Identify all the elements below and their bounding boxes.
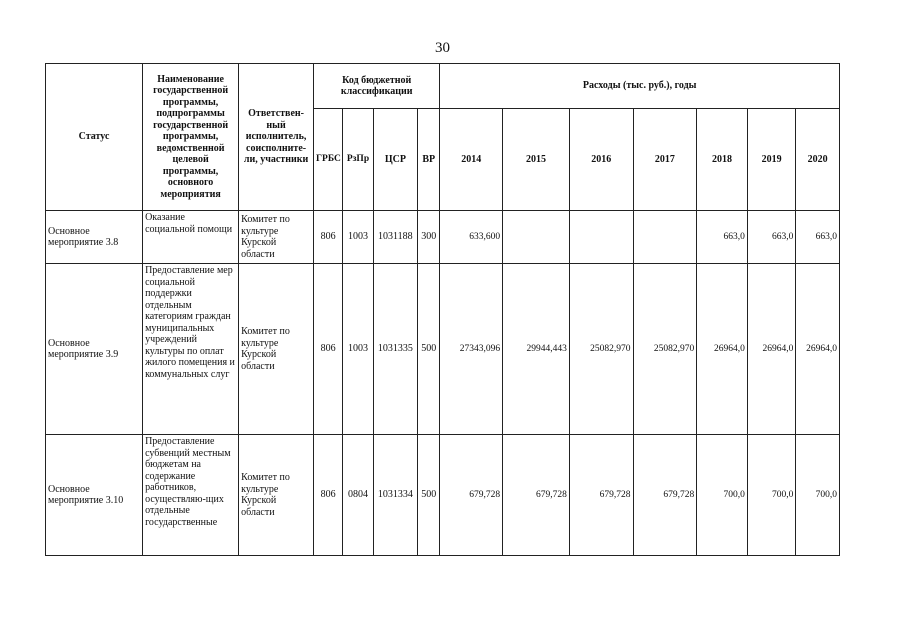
budget-table: [45, 63, 840, 556]
header-row-top: [46, 64, 840, 109]
row-value-2015: 29944,443: [503, 264, 570, 435]
table-row: [46, 264, 840, 435]
row-csr: 1031334: [373, 435, 417, 556]
row-vr: 500: [418, 435, 440, 556]
header-year-2019: 2019: [747, 109, 796, 211]
row-rzpr: 1003: [343, 264, 373, 435]
row-executor: Комитет по культуре Курской области: [239, 211, 314, 264]
row-value-2014: 633,600: [440, 211, 503, 264]
row-value-2020: 663,0: [796, 211, 840, 264]
row-value-2017: [633, 211, 697, 264]
row-name: Предоставление мер социальной поддержки отдельным категориям граждан муниципальных учреждений культуры по оплат жилого помещения и коммунальных слуг: [143, 264, 239, 435]
header-year-2016: 2016: [569, 109, 633, 211]
row-csr: 1031335: [373, 264, 417, 435]
header-year-2014: 2014: [440, 109, 503, 211]
row-grbs: 806: [313, 211, 342, 264]
table-row: [46, 211, 840, 264]
row-value-2018: 700,0: [697, 435, 748, 556]
row-executor: Комитет по культуре Курской области: [239, 264, 314, 435]
row-value-2016: 679,728: [569, 435, 633, 556]
row-value-2020: 26964,0: [796, 264, 840, 435]
row-vr: 300: [418, 211, 440, 264]
header-vr: ВР: [418, 109, 440, 211]
row-value-2018: 663,0: [697, 211, 748, 264]
header-rzpr: РзПр: [343, 109, 373, 211]
row-value-2014: 679,728: [440, 435, 503, 556]
row-name: Предоставление субвенций местным бюджетам на содержание работников, осуществляю-щих отдельные государственные: [143, 435, 239, 556]
row-status: Основное мероприятие 3.9: [46, 264, 143, 435]
row-name: Оказание социальной помощи: [143, 211, 239, 264]
table-row: [46, 435, 840, 556]
header-csr: ЦСР: [373, 109, 417, 211]
row-rzpr: 1003: [343, 211, 373, 264]
header-budget-code: Код бюджетной классификации: [313, 64, 439, 109]
row-vr: 500: [418, 264, 440, 435]
row-value-2019: 700,0: [747, 435, 796, 556]
row-value-2019: 26964,0: [747, 264, 796, 435]
row-value-2015: 679,728: [503, 435, 570, 556]
header-year-2017: 2017: [633, 109, 697, 211]
header-status: Статус: [46, 64, 143, 211]
row-rzpr: 0804: [343, 435, 373, 556]
row-grbs: 806: [313, 435, 342, 556]
row-status: Основное мероприятие 3.8: [46, 211, 143, 264]
row-value-2014: 27343,096: [440, 264, 503, 435]
header-name: Наименование государственной программы, подпрограммы государственной программы, ведомственной целевой программы, основного мероприятия: [143, 64, 239, 211]
row-value-2015: [503, 211, 570, 264]
header-executor: Ответствен-ный исполнитель, соисполните-ли, участники: [239, 64, 314, 211]
row-csr: 1031188: [373, 211, 417, 264]
row-status: Основное мероприятие 3.10: [46, 435, 143, 556]
row-value-2016: [569, 211, 633, 264]
row-value-2020: 700,0: [796, 435, 840, 556]
row-executor: Комитет по культуре Курской области: [239, 435, 314, 556]
header-grbs: ГРБС: [313, 109, 342, 211]
header-year-2015: 2015: [503, 109, 570, 211]
header-expenses: Расходы (тыс. руб.), годы: [440, 64, 840, 109]
header-year-2020: 2020: [796, 109, 840, 211]
row-value-2017: 25082,970: [633, 264, 697, 435]
row-value-2017: 679,728: [633, 435, 697, 556]
row-value-2016: 25082,970: [569, 264, 633, 435]
page-number: 30: [435, 40, 450, 56]
row-value-2018: 26964,0: [697, 264, 748, 435]
row-value-2019: 663,0: [747, 211, 796, 264]
header-year-2018: 2018: [697, 109, 748, 211]
row-grbs: 806: [313, 264, 342, 435]
